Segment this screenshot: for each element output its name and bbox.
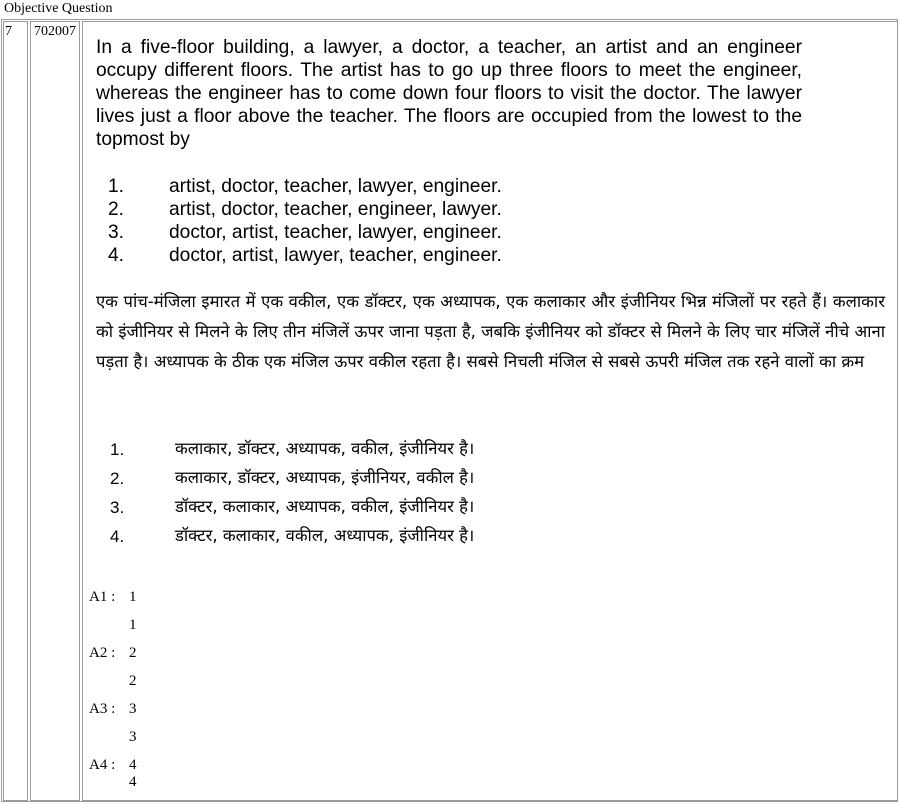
answer-value-a1: 1 <box>129 589 137 605</box>
number-cell <box>3 21 28 801</box>
option-number: 4. <box>110 527 125 546</box>
section-header: Objective Question <box>4 1 113 16</box>
option-text: कलाकार, डॉक्टर, अध्यापक, वकील, इंजीनियर है। <box>175 439 475 458</box>
question-number: 7 <box>5 24 12 39</box>
option-text: doctor, artist, lawyer, teacher, engineer. <box>169 245 502 266</box>
answer-repeat-a4: 4 <box>129 774 137 790</box>
id-cell <box>30 21 80 801</box>
question-text-english: In a five-floor building, a lawyer, a doctor, a teacher, an artist and an engineer occupy different floors. The artist has to go up three floors to meet the engineer, whereas the engineer has to come down four floors to visit the doctor. The lawyer lives just a floor above the teacher. The floors are occupied from the lowest to the topmost by <box>96 37 802 150</box>
option-text: डॉक्टर, कलाकार, वकील, अध्यापक, इंजीनियर है। <box>175 526 475 545</box>
option-text: doctor, artist, teacher, lawyer, engineer. <box>169 222 502 243</box>
answer-value-a4: 4 <box>129 757 137 773</box>
option-number: 3. <box>108 222 125 243</box>
question-id: 702007 <box>34 24 76 39</box>
answer-value-a2: 2 <box>129 645 137 661</box>
option-number: 2. <box>108 199 125 220</box>
option-number: 2. <box>110 469 125 488</box>
answer-repeat-a2: 2 <box>129 673 137 689</box>
answer-label-a4: A4 : <box>89 757 116 773</box>
option-number: 1. <box>108 176 125 197</box>
option-number: 3. <box>110 498 125 517</box>
answer-repeat-a3: 3 <box>129 729 137 745</box>
answer-value-a3: 3 <box>129 701 137 717</box>
option-number: 4. <box>108 245 125 266</box>
answer-repeat-a1: 1 <box>129 617 137 633</box>
option-text: कलाकार, डॉक्टर, अध्यापक, इंजीनियर, वकील है। <box>175 468 475 487</box>
option-text: डॉक्टर, कलाकार, अध्यापक, वकील, इंजीनियर है। <box>175 497 475 516</box>
answer-label-a1: A1 : <box>89 589 116 605</box>
question-text-hindi: एक पांच-मंजिला इमारत में एक वकील, एक डॉक्टर, एक अध्यापक, एक कलाकार और इंजीनियर भिन्न मंजिलों पर रहते हैं। कलाकार को इंजीनियर से मिलने के लिए तीन मंजिलें ऊपर जाना पड़ता है, जबकि इंजीनियर को डॉक्टर से मिलने के लिए चार मंजिलें नीचे आना पड़ता है। अध्यापक के ठीक एक मंजिल ऊपर वकील रहता है। सबसे निचली मंजिल से सबसे ऊपरी मंजिल तक रहने वालों का क्रम <box>96 292 885 371</box>
option-number: 1. <box>110 440 125 459</box>
answer-label-a3: A3 : <box>89 701 116 717</box>
option-text: artist, doctor, teacher, lawyer, engineer. <box>169 176 502 197</box>
option-text: artist, doctor, teacher, engineer, lawyer. <box>169 199 502 220</box>
answer-label-a2: A2 : <box>89 645 116 661</box>
